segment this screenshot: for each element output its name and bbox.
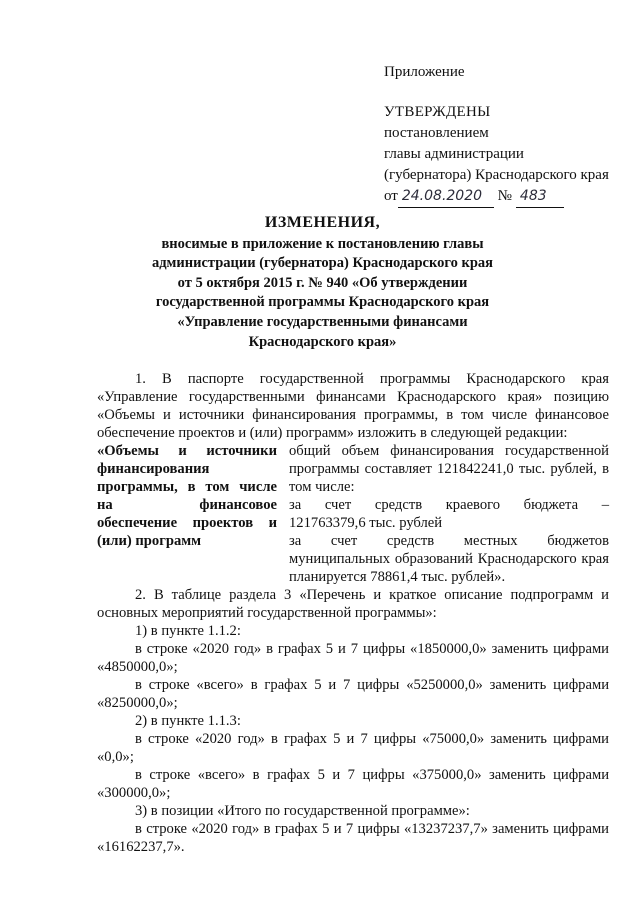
- handwritten-number: 483: [516, 186, 564, 208]
- word: краевого: [445, 497, 501, 513]
- passport-position: [97, 442, 609, 586]
- appendix-label: Приложение: [384, 64, 465, 80]
- title-line: «Управление государственными финансами: [177, 313, 468, 330]
- item-1-b: в строке «всего» в графах 5 и 7 цифры «5250000,0» заменить цифрами «8250000,0»;: [97, 677, 609, 711]
- title-line: от 5 октября 2015 г. № 940 «Об утверждении: [177, 274, 468, 291]
- passport-right-cell: [289, 442, 609, 586]
- approval-line-1: постановлением: [384, 125, 489, 141]
- document-title: [150, 213, 495, 352]
- date-number-line: [384, 186, 564, 208]
- item-2-b: в строке «всего» в графах 5 и 7 цифры «375000,0» заменить цифрами «300000,0»;: [97, 767, 609, 801]
- paragraph-2: 2. В таблице раздела 3 «Перечень и краткое описание подпрограмм и основных мероприятий государственной программы»:: [97, 587, 609, 621]
- title-line: Краснодарского края»: [248, 333, 397, 350]
- approved-heading: УТВЕРЖДЕНЫ: [384, 104, 491, 120]
- document-body: [97, 370, 609, 856]
- approval-line-3: (губернатора) Краснодарского края: [384, 167, 609, 183]
- approval-line-2: главы администрации: [384, 146, 524, 162]
- title-line: администрации (губернатора) Краснодарского края: [151, 255, 494, 272]
- word: средств: [374, 497, 423, 513]
- approval-stamp: [384, 62, 609, 208]
- paragraph-1: 1. В паспорте государственной программы Краснодарского края «Управление государственными финансами Краснодарского края» позицию «Объемы и источники финансирования программы, в том числе финансовое обеспечение проектов и (или) программ» изложить в следующей редакции:: [97, 371, 609, 441]
- passport-regional-amount: 121763379,6 тыс. рублей: [289, 515, 443, 531]
- passport-local: за счет средств местных бюджетов муниципальных образований Краснодарского края планируется 78861,4 тыс. рублей».: [289, 533, 609, 585]
- title-line: государственной программы Краснодарского края: [155, 294, 490, 311]
- handwritten-date: 24.08.2020: [398, 186, 494, 208]
- word: бюджета: [523, 497, 579, 513]
- item-2: 2) в пункте 1.1.3:: [135, 713, 241, 729]
- word: счет: [324, 497, 352, 513]
- passport-left-cell: «Объемы и источники финансирования программы, в том числе на финансовое обеспечение проектов и (или) программ: [97, 443, 277, 549]
- title-main: ИЗМЕНЕНИЯ,: [264, 214, 381, 231]
- item-1-a: в строке «2020 год» в графах 5 и 7 цифры «1850000,0» заменить цифрами «4850000,0»;: [97, 641, 609, 675]
- passport-total: общий объем финансирования государственной программы составляет 121842241,0 тыс. рублей, в том числе:: [289, 443, 609, 495]
- title-line: вносимые в приложение к постановлению главы: [161, 235, 484, 252]
- item-3: 3) в позиции «Итого по государственной программе»:: [135, 803, 470, 819]
- word: за: [289, 497, 302, 513]
- word: –: [601, 497, 609, 513]
- item-2-a: в строке «2020 год» в графах 5 и 7 цифры «75000,0» заменить цифрами «0,0»;: [97, 731, 609, 765]
- number-label: №: [497, 188, 512, 204]
- item-3-a: в строке «2020 год» в графах 5 и 7 цифры «13237237,7» заменить цифрами «16162237,7».: [97, 821, 609, 855]
- item-1: 1) в пункте 1.1.2:: [135, 623, 241, 639]
- passport-regional-words: [289, 496, 609, 514]
- from-label: от: [384, 188, 398, 204]
